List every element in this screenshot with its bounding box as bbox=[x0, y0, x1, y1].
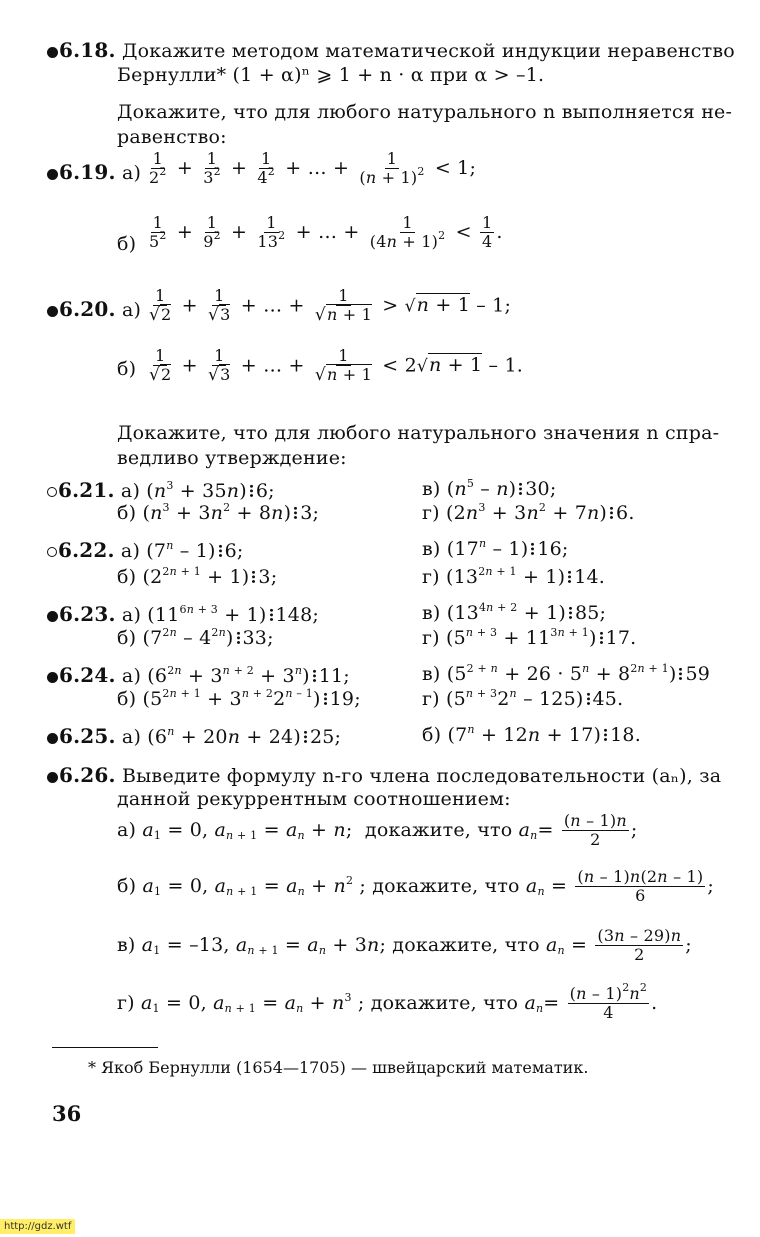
problem-6-21-g: г) $(2n^3 + 3n^2 + 7n)$ 6. bbox=[422, 501, 635, 524]
problem-6-24-g: г) $(5^{n + 3}2^n - 125)$ 45. bbox=[422, 687, 624, 710]
prove-text: докажите, что bbox=[364, 818, 513, 841]
hard-problem-bullet-icon bbox=[47, 611, 58, 622]
problem-6-23-g: г) $(5^{n + 3} + 11^{3n + 1})$ 17. bbox=[422, 626, 637, 649]
part-label: а) bbox=[121, 299, 142, 321]
problem-6-24-v: в) $(5^{2 + n} + 26 \cdot 5^n + 8^{2n + 1})$ 59 bbox=[422, 662, 711, 685]
problem-6-21-b: б) $(n^3 + 3n^2 + 8n)$ 3; bbox=[117, 501, 320, 524]
problem-6-23-v: в) $(13^{4n + 2} + 1)$ 85; bbox=[422, 601, 607, 624]
part-label: а) bbox=[121, 162, 142, 184]
hard-problem-bullet-icon bbox=[47, 306, 58, 317]
part-label-6-20-b: б) bbox=[117, 358, 137, 380]
prove-text: докажите, что bbox=[372, 874, 520, 897]
formula-6-20-a: $\frac{1}{√2}$ + $\frac{1}{√3}$ + … + $\frac{1}{√n + 1}$ > √n + 1 – 1; bbox=[149, 286, 512, 326]
formula-6-19-a: $\frac{1}{2^2}$ + $\frac{1}{3^2}$ + $\frac{1}{4^2}$ + … + $\frac{1}{(n + 1)^2}$ < 1; bbox=[149, 149, 477, 188]
problem-6-26-b: б) $a_1 = 0$, $a_{n + 1} = a_n + n^2$ ; докажите, что $a_n$ = $\frac{(n - 1)n(2n - 1)}{6}$ ; bbox=[117, 867, 714, 906]
problem-6-22-v: в) (17$^n$ – 1) 16; bbox=[422, 537, 569, 560]
problem-6-23-b: б) $(7^{2n} - 4^{2n})$ 33; bbox=[117, 626, 274, 649]
part-label-6-19-b: б) bbox=[117, 233, 137, 255]
problem-number: 6.19. bbox=[59, 160, 116, 184]
problem-number: 6.23. bbox=[59, 602, 116, 626]
problem-text: Выведите формулу n-го члена последовательности (aₙ), за bbox=[121, 765, 722, 787]
problem-6-22: 6.22. а) (7$^n$ – 1) 6; bbox=[47, 538, 244, 562]
problem-number: 6.25. bbox=[59, 724, 116, 748]
problem-6-18 bbox=[47, 38, 735, 62]
problem-6-24: 6.24. а) $(6^{2n} + 3^{n + 2} + 3^n)$ 11; bbox=[47, 663, 350, 687]
formula-6-19-b: $\frac{1}{5^2}$ + $\frac{1}{9^2}$ + $\frac{1}{13^2}$ + … + $\frac{1}{(4n + 1)^2}$ < $\frac{1}{4}$ . bbox=[149, 213, 503, 252]
problem-6-21: 6.21. а) $(n^3 + 35n)$ 6; bbox=[47, 478, 275, 502]
problem-6-23: 6.23. а) $(11^{6n + 3} + 1)$ 148; bbox=[47, 602, 319, 626]
problem-6-25: 6.25. а) $(6^n + 20n + 24)$ 25; bbox=[47, 724, 341, 748]
problem-6-26 bbox=[47, 763, 721, 787]
problem-6-26-g: г) $a_1 = 0$, $a_{n + 1} = a_n + n^3$ ; докажите, что $a_n=$ $\frac{(n - 1)^2n^2}{4}$ . bbox=[117, 981, 658, 1023]
medium-problem-circle-icon bbox=[47, 547, 57, 557]
problem-number: 6.26. bbox=[59, 763, 116, 787]
problem-number: 6.18. bbox=[59, 38, 116, 62]
intro-text-line2: ведливо утверждение: bbox=[117, 447, 347, 469]
problem-number: 6.22. bbox=[58, 538, 115, 562]
problem-6-26-line2: данной рекуррентным соотношением: bbox=[117, 788, 511, 810]
problem-6-24-b: б) $(5^{2n + 1} + 3^{n + 2}2^{n - 1})$ 19; bbox=[117, 687, 361, 710]
prove-text: докажите, что bbox=[392, 933, 540, 956]
problem-6-22-g: г) $(13^{2n + 1} + 1)$ 14. bbox=[422, 565, 606, 588]
problem-6-21-v: в) $(n^5 - n)$ 30; bbox=[422, 477, 557, 500]
hard-problem-bullet-icon bbox=[47, 772, 58, 783]
hard-problem-bullet-icon bbox=[47, 47, 58, 58]
problem-6-26-v: в) $a_1 = -13$, $a_{n + 1} = a_n + 3n$; докажите, что $a_n$ = $\frac{(3n - 29)n}{2}$ ; bbox=[117, 926, 692, 965]
problem-number: 6.24. bbox=[59, 663, 116, 687]
hard-problem-bullet-icon bbox=[47, 672, 58, 683]
problem-6-25-b: б) $(7^n + 12n + 17)$ 18. bbox=[422, 723, 641, 746]
footnote: * Якоб Бернулли (1654—1705) — швейцарский математик. bbox=[88, 1058, 589, 1077]
medium-problem-circle-icon bbox=[47, 487, 57, 497]
intro-text: Докажите, что для любого натурального значения n спра- bbox=[117, 422, 720, 444]
intro-text: Докажите, что для любого натурального n выполняется не- bbox=[117, 101, 733, 123]
hard-problem-bullet-icon bbox=[47, 169, 58, 180]
problem-number: 6.21. bbox=[58, 478, 115, 502]
hard-problem-bullet-icon bbox=[47, 733, 58, 744]
footnote-divider bbox=[52, 1047, 158, 1048]
intro-text-line2: равенство: bbox=[117, 126, 227, 148]
problem-6-26-a: а) $a_1 = 0$, $a_{n + 1} = a_n + n$; докажите, что $a_n=$ $\frac{(n - 1)n}{2}$ ; bbox=[117, 811, 638, 850]
problem-text: Докажите методом математической индукции неравенство bbox=[121, 40, 735, 62]
problem-6-18-line2: Бернулли* (1 + α)ⁿ ⩾ 1 + n · α при α > –1. bbox=[117, 64, 545, 86]
problem-6-19 bbox=[47, 160, 141, 184]
prove-text: докажите, что bbox=[370, 991, 519, 1014]
page-number: 36 bbox=[52, 1101, 82, 1126]
formula-6-20-b: $\frac{1}{√2}$ + $\frac{1}{√3}$ + … + $\frac{1}{√n + 1}$ < 2√n + 1 – 1. bbox=[149, 346, 523, 386]
problem-number: 6.20. bbox=[59, 297, 116, 321]
watermark-link[interactable]: http://gdz.wtf bbox=[0, 1219, 75, 1234]
problem-6-20 bbox=[47, 297, 141, 321]
problem-6-22-b: б) $(2^{2n + 1} + 1)$ 3; bbox=[117, 565, 278, 588]
